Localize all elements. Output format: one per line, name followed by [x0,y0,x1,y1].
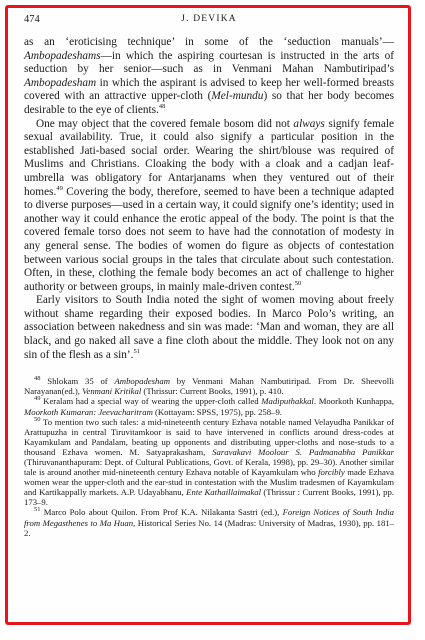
text-run: . Moorkoth Kunhappa, [313,396,394,407]
text-run: as an ‘eroticising technique’ in some of the ‘seduction manuals’— [24,36,394,48]
text-run: made Ezhava women wear the upper-cloth and the ear-stud in contestation with the Muslim tradesmen of Kayamkulam and Kartikappally markets. A.P. Udayabhanu, [24,467,395,498]
note-ref: 48 [158,103,166,111]
italic-run: Ambopadesham [114,376,170,387]
italic-run: Venmani Kritikal [82,386,142,397]
text-run: ) so that her body becomes desirable to the eye of clients. [24,90,394,116]
italic-run: Mel-mundu [211,90,264,103]
text-run: One may object that the covered female bosom did not [36,117,294,130]
footnote [24,396,394,416]
book-page [24,14,394,538]
italic-run: Madiputhakkal [261,396,314,407]
running-head: J. DEVIKA [181,14,237,24]
note-ref: 49 [34,395,41,403]
text-run: Early visitors to South India noted the sight of women moving about freely without shame regarding their exposed bodies. In Marco Polo’s writing, an association between nakedness and sin was made: ‘Man and woman, they are all black, and go naked all save a fine cloth about the middle. They look not on any sin of the flesh as a sin’. [24,294,394,361]
text-run: Covering the body, therefore, seemed to have been a technique adapted to diverse purposes—used in a certain way, it could signify one’s identity; used in another way it could enhance the erotic appeal of the body. The point is that the covered female torso does not seem to have had the connotation of modesty in any general sense. The bodies of women do figure as objects of contestation between various social groups in the tales that circulate about such contestation. Often, in these, clothing the female body becomes an act of challenge to higher authority or between groups, in mainly male-driven contest. [24,185,394,293]
text-run: in which the aspirant is advised to keep her well-formed breasts covered with an attractive upper-cloth ( [24,76,394,103]
footnote [24,376,394,396]
italic-run: Ambopadeshams [24,49,101,62]
text-run: Keralam had a special way of wearing the upper-cloth called [40,396,262,407]
text-run: signify female sexual availability. True, it could also signify a particular position in the established Jati-based social order. Wearing the shirt/blouse was required of Muslims and Christians. Cloaking the body with a cloak and a cadjan leaf-umbrella was obligatory for Antarjanams when they ventured out of their homes. [24,117,394,198]
paragraph [24,294,394,362]
paragraph [24,36,394,118]
note-ref: 51 [34,506,41,514]
text-run: by Venmani Mahan Nambutiripad. From Dr. Sheevolli Narayanan(ed.), [24,376,394,397]
text-run: To mention two such tales: a mid-nineteenth century Ezhava notable named Velayudha Panikkar of Arattupuzha in central Tiruvitamkoor is said to have intervened in conflicts around dress-codes at Kayamkulam and Pandalam, beating up opponents and distributing upper-cloths and nose-studs to a thousand Ezhava women. M. Satyaprakasham, [24,416,394,457]
body-text [24,36,394,362]
italic-run: Moorkoth Kumaran: Jeevacharitram [24,406,153,417]
note-ref: 48 [34,375,41,383]
note-ref: 50 [294,279,302,287]
text-run: , Historical Series No. 14 (Madras: University of Madras, 1930), pp. 181–2. [24,517,395,538]
text-run: (Thrissur : Current Books, 1991), pp. 173–9. [24,487,394,508]
note-ref: 50 [34,415,41,423]
italic-run: always [293,117,325,130]
italic-run: Foreign Notices of South India from Megasthenes to Ma Huan [24,507,394,528]
text-run: —in which the aspiring courtesan is instructed in the arts of seduction by her senior—such as in Venmani Mahan Nambutiripad’s [24,49,394,76]
footnote [24,507,394,537]
note-ref: 49 [56,184,63,192]
paragraph [24,118,394,295]
italic-run: Ambopadesham [24,76,97,89]
footnotes [24,376,394,538]
italic-run: forcibly [318,467,345,478]
italic-run: Saravakavi Moolour S. Padmanabha Panikkar [212,446,394,457]
text-run: Marco Polo about Quilon. From Prof K.A. Nilakanta Sastri (ed.), [40,507,283,518]
footnote [24,417,394,508]
page-header [24,14,394,28]
text-run: Shlokam 35 of [40,376,115,387]
italic-run: Ente Kathaillaimakal [186,487,261,498]
page-number: 474 [24,14,40,25]
note-ref: 51 [133,347,140,355]
text-run: (Thiruvananthapuram: Dept. of Cultural Publications, Govt. of Kerala, 1998), pp. 29–30). Another similar tale is around another mid-nineteenth century Ezhava notable of Kayamkulam who [24,457,394,478]
text-run: (Thrissur: Current Books, 1991), p. 410. [141,386,284,397]
text-run: (Kottayam: SPSS, 1975), pp. 258–9. [152,406,282,417]
